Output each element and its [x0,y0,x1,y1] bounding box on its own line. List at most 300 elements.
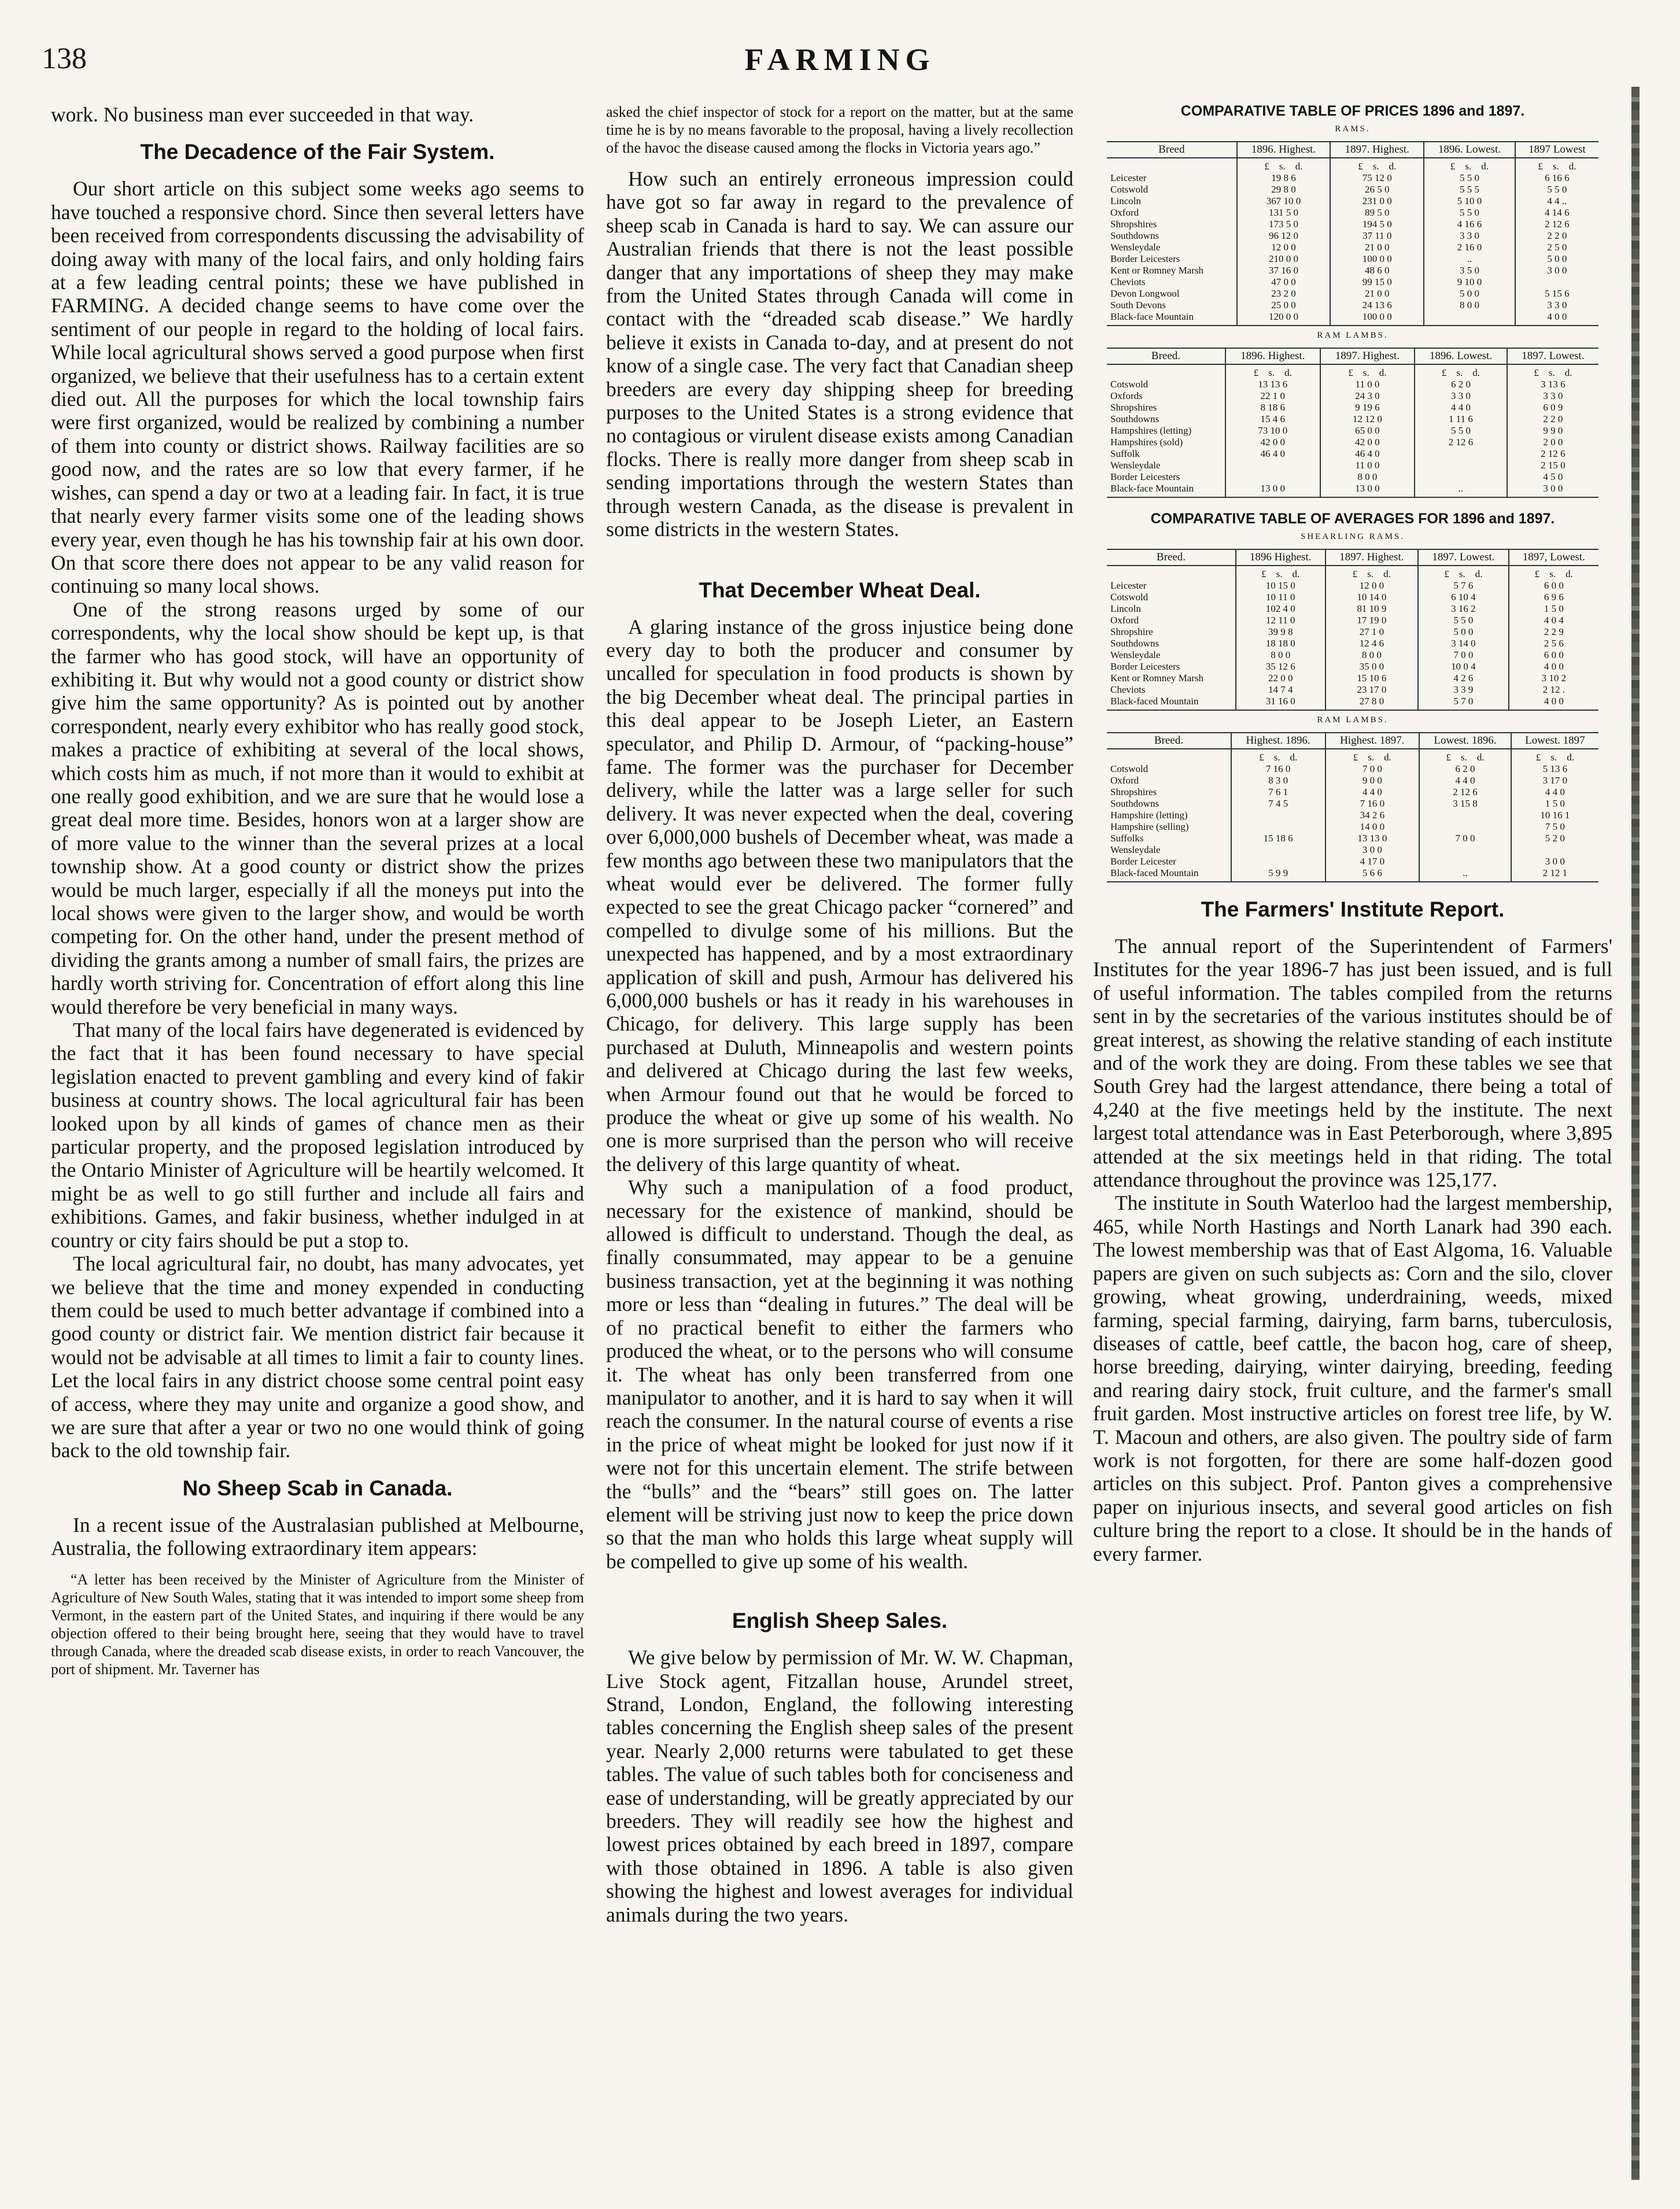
breed-cell: Lincoln [1110,195,1141,206]
price-cell: 7 0 0 [1419,833,1511,844]
price-cell: 48 6 0 [1330,265,1424,276]
price-cell: 99 15 0 [1330,276,1424,288]
table-row [1107,230,1598,242]
table-row [1107,696,1598,710]
price-cell: 26 5 0 [1330,184,1424,195]
price-cell: 12 11 0 [1236,615,1325,626]
price-cell: 2 12 6 [1515,219,1598,230]
breed-cell: Lincoln [1110,603,1141,614]
rams-table-block [1093,124,1612,326]
breed-cell: Border Leicester [1110,856,1176,867]
price-cell: 15 10 6 [1325,673,1419,684]
table-row [1107,288,1598,300]
price-cell: 75 12 0 [1330,172,1424,184]
price-cell [1415,448,1507,460]
unit-row [1107,566,1598,580]
price-cell: 2 12 . [1509,684,1598,696]
price-cell [1231,844,1325,856]
unit-label: £ [1450,161,1456,172]
price-cell: 4 0 0 [1515,311,1598,326]
price-cell: 6 9 6 [1509,592,1598,603]
table-row [1107,219,1598,230]
unit-row [1107,158,1598,172]
table-row [1107,786,1598,798]
breed-cell: Wensleydale [1110,844,1161,855]
price-cell: 5 5 0 [1418,615,1509,626]
price-cell: 2 2 0 [1507,413,1598,425]
price-cell [1415,460,1507,471]
table-row [1107,448,1598,460]
unit-cell [1415,364,1507,379]
price-cell: 81 10 9 [1325,603,1419,615]
paragraph-institute-1: The annual report of the Superintendent of Farmers' Institutes for the year 1896-7 has just been issued, and is full of useful information. The tables compiled from the returns sent in by the secretaries of the various institutes should be of great interest, as showing the relative standing of each institute and of the work they are doing. From these tables we see that South Grey had the largest attendance, there being a total of 4,240 at the five meetings held by the institute. The next largest total attendance was in East Peterborough, where 3,895 attended at the six meetings held in that riding. The total attendance throughout the province was 125,177. [1093,934,1612,1192]
breed-cell: Southdowns [1110,638,1160,649]
price-cell: 17 19 0 [1325,615,1419,626]
breed-cell: Black-faced Mountain [1107,696,1236,710]
breed-cell: Border Leicesters [1110,471,1180,482]
table-header-cell: 1897. Lowest. [1507,348,1598,364]
breed-cell: Oxford [1110,615,1139,626]
table-row [1107,844,1598,856]
unit-label: £ [1441,367,1447,378]
breed-cell: Suffolk [1110,448,1140,459]
unit-label: £ [1446,752,1451,763]
table-row [1107,437,1598,448]
table-row [1107,390,1598,402]
price-cell: 96 12 0 [1237,230,1331,242]
quoted-item-end: asked the chief inspector of stock for a report on the matter, but at the same time he is by no means favorable to the proposal, having a lively recollection of the havoc the disease caused among the flocks in Victoria years ago.” [606,104,1073,156]
breed-cell: Leicester [1110,172,1147,183]
price-cell: 3 3 0 [1415,390,1507,402]
price-cell: 2 5 6 [1509,638,1598,649]
table-subtitle: RAM LAMBS. [1317,715,1389,725]
price-cell: 3 5 0 [1424,265,1515,276]
unit-label: s. [1548,367,1555,378]
price-cell: 5 5 0 [1424,172,1515,184]
unit-cell-empty [1107,749,1231,763]
table-row [1107,253,1598,265]
table-header-cell: 1896. Highest. [1225,348,1320,364]
unit-cell [1236,566,1325,580]
breed-cell: Wensleydale [1110,649,1161,660]
unit-label: £ [1264,161,1269,172]
table-row [1107,810,1598,821]
table-row [1107,483,1598,497]
breed-cell: Cotswold [1110,763,1149,774]
price-cell: 3 0 0 [1507,483,1598,497]
unit-cell [1424,158,1515,172]
table-header-cell: 1896. Lowest. [1424,142,1515,158]
paragraph-scab-intro: In a recent issue of the Australasian published at Melbourne, Australia, the following extraordinary item appears: [51,1513,584,1560]
price-cell: .. [1419,867,1511,882]
price-cell: 4 17 0 [1325,856,1420,867]
breed-cell: Hampshire (letting) [1110,810,1188,821]
price-cell: 8 0 0 [1236,649,1325,661]
unit-cell [1231,749,1325,763]
table-row [1107,425,1598,437]
price-cell: 5 5 5 [1424,184,1515,195]
price-cell: 3 0 0 [1515,265,1598,276]
paragraph-scab-1: How such an entirely erroneous impression could have got so far away in regard to the prevalence of sheep scab in Canada is hard to say. We can assure our Australian friends that there is not the least possible danger that any importations of sheep they may make from the United States through Canada will come in contact with the “dreaded scab disease.” We hardly believe it exists in Canada to-day, and at present do not know of a single case. The very fact that Canadian sheep breeders are every day shipping sheep for breeding purposes to the United States is a strong evidence that no contagious or virulent disease exists among Canadian flocks. There is really more danger from sheep scab in sending importations through the western States than through western Canada, as the disease is prevalent in some districts in the western States. [606,167,1073,541]
price-cell [1419,810,1511,821]
price-cell: 19 8 6 [1237,172,1331,184]
price-cell: 39 9 8 [1236,626,1325,638]
price-cell: 12 4 6 [1325,638,1419,649]
breed-cell: Oxfords [1110,390,1143,401]
price-cell: .. [1415,483,1507,497]
breed-cell: Leicester [1110,580,1147,591]
price-cell: 25 0 0 [1237,300,1331,311]
table-subtitle: RAMS. [1335,124,1371,134]
price-cell: 8 0 0 [1325,649,1419,661]
unit-cell [1418,566,1509,580]
table-header-cell: 1897. Lowest. [1418,549,1509,566]
price-cell [1419,821,1511,833]
price-cell: 7 6 1 [1231,786,1325,798]
price-cell: 102 4 0 [1236,603,1325,615]
price-cell: 4 4 0 [1415,402,1507,413]
breed-cell: Oxford [1110,207,1139,218]
table-row [1107,460,1598,471]
breed-cell: Shropshires [1110,219,1157,230]
unit-label: d. [1284,367,1292,378]
price-cell: 3 13 6 [1507,379,1598,390]
paragraph-fair-4: The local agricultural fair, no doubt, has many advocates, yet we believe that the time and money expended in conducting them could be used to much better advantage if combined into a good county or district fair. We mention district fair because it would not be advisable at all times to limit a fair to county lines. Let the local fairs in any district choose some central point easy of access, where they may unite and organize a good show, and we are sure that after a year or two no one would think of going back to the old township fair. [51,1252,584,1462]
unit-label: s. [1368,752,1375,763]
price-cell: 5 7 0 [1418,696,1509,710]
table-row [1107,833,1598,844]
unit-label: £ [1259,752,1264,763]
table-row [1107,580,1598,592]
paragraph-institute-2: The institute in South Waterloo had the largest membership, 465, while North Hastings and North Lanark had 390 each. The lowest membership was that of East Algoma, 16. Valuable papers are given on such subjects as: Corn and the silo, clover growing, wheat growing, underdraining, weeds, mixed farming, special farming, dairying, farm barns, tuberculosis, diseases of cattle, beef cattle, the bacon hog, care of sheep, horse breeding, dairying, winter dairying, breeding, feeding and rearing dairy stock, fruit culture, and the farmer's small fruit garden. Most instructive articles on forest tree life, by W. T. Macoun and others, are also given. The poultry side of farm work is not forgotten, for there are some half-dozen good articles on this subject. Prof. Panton gives a comprehensive paper on injurious insects, and several good articles on fish culture bring the report to a close. It should be in the hands of every farmer. [1093,1191,1612,1565]
paragraph-fair-2: One of the strong reasons urged by some of our correspondents, why the local show should be kept up, is that the farmer who has good stock, will have an opportunity of exhibiting it. But why would not a good county or district show give him the same opportunity? As is pointed out by another correspondent, nearly every exhibitor who has really good stock, makes a practice of exhibiting at several of the local shows, which costs him as much, if not more than it would to exhibit at one really good exhibition, and we are sure that he would lose a great deal more time. Besides, honors won at a larger show are of more value to the winner than the several prizes at a local township show. At a good county or district show the prizes would be much larger, especially if all the moneys put into the local shows were given to the larger show, and would be worth competing for. On the other hand, under the present method of dividing the grants among a number of small fairs, the prizes are hardly worth striving for. Concentration of effort along this line would therefore be very beneficial in many ways. [51,597,584,1018]
price-cell: 2 2 0 [1515,230,1598,242]
paragraph-fair-3: That many of the local fairs have degenerated is evidenced by the fact that it has been found necessary to have special legislation enacted to prevent gambling and every kind of fakir business at country shows. The local agricultural fair has been looked upon by all kinds of games of chance men as their particular property, and the proposed legislation introduced by the Ontario Minister of Agriculture will be heartily welcomed. It might be as well to go still further and include all fairs and exhibitions. Games, and fakir business, whether indulged in at country or city fairs should be put a stop to. [51,1018,584,1252]
price-cell [1231,810,1325,821]
price-cell [1515,276,1598,288]
price-cell: 100 0 0 [1330,253,1424,265]
table-header-cell: Breed [1107,142,1237,158]
unit-label: £ [1353,752,1358,763]
table-row [1107,626,1598,638]
price-cell: 9 9 0 [1507,425,1598,437]
heading-wheat-deal: That December Wheat Deal. [699,578,981,602]
price-cell [1415,471,1507,483]
unit-label: d. [1564,367,1572,378]
price-cell: 10 11 0 [1236,592,1325,603]
breed-cell: Cotswold [1110,379,1149,390]
breed-cell: Black-face Mountain [1107,483,1225,497]
price-cell: 194 5 0 [1330,219,1424,230]
price-cell: 12 0 0 [1237,242,1331,253]
price-cell: 4 16 6 [1424,219,1515,230]
paragraph-sales-1: We give below by permission of Mr. W. W. Chapman, Live Stock agent, Fitzallan house, Arundel street, Strand, London, England, the following interesting tables concerning the English sheep sales of the present year. Nearly 2,000 returns were tabulated to get these tables. The value of such tables both for conciseness and ease of understanding, will be greatly appreciated by our breeders. They will readily see how the highest and lowest prices obtained by each breed in 1897, compare with those obtained in 1896. A table is also given showing the highest and lowest averages for individual animals during the two years. [606,1646,1073,1926]
table-header-cell: Breed. [1107,733,1231,749]
breed-cell: Kent or Romney Marsh [1110,673,1204,684]
price-cell: 12 12 0 [1320,413,1415,425]
unit-label: £ [1348,367,1353,378]
unit-label: d. [1389,161,1397,172]
price-cell: 27 8 0 [1325,696,1419,710]
table-row [1107,207,1598,219]
unit-label: s. [1372,161,1379,172]
breed-cell: Kent or Romney Marsh [1110,265,1204,276]
price-cell: 5 2 0 [1511,833,1598,844]
price-cell: 3 3 0 [1515,300,1598,311]
unit-label: £ [1253,367,1259,378]
price-cell: 24 13 6 [1330,300,1424,311]
unit-cell [1225,364,1320,379]
price-cell: 231 0 0 [1330,195,1424,207]
price-cell: 46 4 0 [1225,448,1320,460]
table-subtitle: RAM LAMBS. [1317,331,1389,340]
price-cell [1225,471,1320,483]
prices-table-title: COMPARATIVE TABLE OF PRICES 1896 and 1897. [1180,103,1525,119]
price-cell: 4 4 0 [1511,786,1598,798]
price-cell: 9 10 0 [1424,276,1515,288]
price-cell: 4 4 0 [1325,786,1420,798]
price-cell [1419,856,1511,867]
table-header-row [1107,733,1598,749]
table-header-cell: 1896. Highest. [1237,142,1331,158]
heading-institute-report: The Farmers' Institute Report. [1201,897,1505,921]
price-cell: 4 0 0 [1509,696,1598,710]
heading-sheep-scab: No Sheep Scab in Canada. [182,1476,453,1500]
unit-cell [1330,158,1424,172]
unit-label: s. [1552,161,1559,172]
unit-label: s. [1460,752,1467,763]
price-cell: 2 2 9 [1509,626,1598,638]
table-row [1107,592,1598,603]
unit-label: d. [1292,568,1300,579]
unit-label: s. [1456,367,1463,378]
price-cell: 3 14 0 [1418,638,1509,649]
unit-row [1107,749,1598,763]
heading-fair-system: The Decadence of the Fair System. [140,140,495,164]
price-cell: 24 3 0 [1320,390,1415,402]
price-cell [1511,844,1598,856]
price-cell: 21 0 0 [1330,242,1424,253]
price-cell [1419,844,1511,856]
price-cell: 8 3 0 [1231,775,1325,786]
table-header-cell: 1897. Highest. [1330,142,1424,158]
price-cell: 15 18 6 [1231,833,1325,844]
unit-row [1107,364,1598,379]
table-header-cell: 1897, Lowest. [1509,549,1598,566]
table-row [1107,775,1598,786]
table-header-cell: Lowest. 1897 [1511,733,1598,749]
table-row [1107,195,1598,207]
table-row [1107,265,1598,276]
unit-label: d. [1290,752,1298,763]
unit-cell [1509,566,1598,580]
price-cell: 5 6 6 [1325,867,1420,882]
unit-cell [1325,566,1419,580]
breed-cell: Border Leicesters [1110,661,1180,672]
breed-cell: Southdowns [1110,413,1160,424]
price-cell: 3 10 2 [1509,673,1598,684]
unit-cell [1320,364,1415,379]
price-cell: 47 0 0 [1237,276,1331,288]
unit-label: d. [1384,752,1391,763]
price-cell: 131 5 0 [1237,207,1331,219]
unit-label: £ [1352,568,1358,579]
table-row [1107,300,1598,311]
price-cell: 2 0 0 [1507,437,1598,448]
price-cell: 18 18 0 [1236,638,1325,649]
table-row [1107,856,1598,867]
table-row [1107,684,1598,696]
breed-cell: South Devons [1110,300,1166,311]
price-cell: 3 3 9 [1418,684,1509,696]
unit-cell [1237,158,1331,172]
column-3 [1093,103,1612,2173]
price-cell: 100 0 0 [1330,311,1424,326]
price-cell: 1 5 0 [1509,603,1598,615]
price-cell: 37 16 0 [1237,265,1331,276]
price-cell: 3 0 0 [1511,856,1598,867]
unit-label: d. [1295,161,1303,172]
quoted-item: “A letter has been received by the Minister of Agriculture from the Minister of Agriculture of New South Wales, stating that it was intended to import some sheep from Vermont, in the eastern part of the United States, and inquiring if there would be any objection offered to their being brought here, seeing that they would have to travel through Canada, where the dreaded scab disease exists, in order to reach Vancouver, the port of shipment. Mr. Taverner has [51,1571,584,1678]
price-cell: 3 16 2 [1418,603,1509,615]
price-cell: 29 8 0 [1237,184,1331,195]
price-cell [1225,460,1320,471]
table-row [1107,402,1598,413]
breed-cell: Wensleydale [1110,242,1161,253]
price-cell: 22 0 0 [1236,673,1325,684]
price-cell: 6 0 0 [1509,649,1598,661]
table-row [1107,276,1598,288]
price-cell: 7 5 0 [1511,821,1598,833]
price-cell: 14 7 4 [1236,684,1325,696]
price-cell: 3 0 0 [1325,844,1420,856]
paragraph-continued: work. No business man ever succeeded in that way. [51,103,474,126]
unit-label: s. [1279,161,1286,172]
unit-label: £ [1538,161,1543,172]
unit-label: £ [1535,752,1541,763]
unit-label: d. [1383,568,1391,579]
price-cell: 8 18 6 [1225,402,1320,413]
unit-label: £ [1534,367,1539,378]
price-cell: 4 0 0 [1509,661,1598,673]
price-cell [1231,821,1325,833]
price-cell: 5 9 9 [1231,867,1325,882]
table-row [1107,798,1598,810]
price-cell: 2 12 1 [1511,867,1598,882]
unit-label: £ [1358,161,1363,172]
running-title: FARMING [744,42,936,77]
breed-cell: Hampshire (selling) [1110,821,1189,832]
unit-label: s. [1367,568,1374,579]
averages-table-title: COMPARATIVE TABLE OF AVERAGES FOR 1896 and 1897. [1150,511,1555,527]
price-cell: 11 0 0 [1320,460,1415,471]
price-cell: 2 15 0 [1507,460,1598,471]
table-header-cell: Breed. [1107,348,1225,364]
price-table [1107,549,1598,711]
price-cell: 11 0 0 [1320,379,1415,390]
breed-cell: Black-faced Mountain [1107,867,1231,882]
unit-cell [1419,749,1511,763]
price-cell: 10 15 0 [1236,580,1325,592]
unit-label: s. [1465,161,1472,172]
table-header-cell: 1896. Lowest. [1415,348,1507,364]
price-cell: 42 0 0 [1225,437,1320,448]
binding-edge [1631,87,1640,2180]
price-cell: 2 12 6 [1415,437,1507,448]
price-cell: 7 0 0 [1325,763,1420,775]
heading-sheep-sales: English Sheep Sales. [732,1609,948,1633]
price-cell: 5 5 0 [1515,184,1598,195]
unit-label: d. [1472,367,1480,378]
unit-cell [1507,364,1598,379]
unit-label: d. [1567,752,1574,763]
price-cell: 5 10 0 [1424,195,1515,207]
price-cell: 3 3 0 [1424,230,1515,242]
unit-label: s. [1276,568,1283,579]
table-header-cell: 1897 Lowest [1515,142,1598,158]
price-cell: 10 14 0 [1325,592,1419,603]
table-row [1107,673,1598,684]
unit-cell-empty [1107,158,1237,172]
price-cell: 23 2 0 [1237,288,1331,300]
table-header-cell: 1897. Highest. [1325,549,1419,566]
breed-cell: Cotswold [1110,184,1149,195]
table-row [1107,615,1598,626]
page-number: 138 [42,42,87,75]
price-cell: 5 5 0 [1415,425,1507,437]
breed-cell: Oxford [1110,775,1139,786]
breed-cell: Hampshires (letting) [1110,425,1192,436]
table-row [1107,821,1598,833]
table-row [1107,471,1598,483]
price-cell: 35 12 6 [1236,661,1325,673]
price-cell: 4 2 6 [1418,673,1509,684]
price-cell: 34 2 6 [1325,810,1420,821]
unit-cell [1515,158,1598,172]
price-cell: 8 0 0 [1424,300,1515,311]
price-cell: 65 0 0 [1320,425,1415,437]
column-1 [51,103,584,2173]
price-cell: 4 4 0 [1419,775,1511,786]
price-cell: 13 13 0 [1325,833,1420,844]
price-table [1107,732,1598,882]
price-cell: 5 0 0 [1424,288,1515,300]
price-cell: 31 16 0 [1236,696,1325,710]
price-cell: 4 0 4 [1509,615,1598,626]
price-cell: 46 4 0 [1320,448,1415,460]
table-header-row [1107,142,1598,158]
unit-label: d. [1481,161,1489,172]
table-row [1107,242,1598,253]
breed-cell: Cotswold [1110,592,1149,603]
unit-label: s. [1268,367,1275,378]
price-cell: 22 1 0 [1225,390,1320,402]
price-cell: 35 0 0 [1325,661,1419,673]
price-cell: 2 16 0 [1424,242,1515,253]
price-cell: 7 4 5 [1231,798,1325,810]
price-cell [1231,856,1325,867]
table-header-cell: Highest. 1897. [1325,733,1420,749]
unit-label: s. [1550,752,1557,763]
column-2 [606,103,1073,2173]
paragraph-wheat-1: A glaring instance of the gross injustice being done every day to both the producer and consumer by uncalled for speculation in food products is shown by the big December wheat deal. The principal parties in this deal appear to be Joseph Lieter, an Eastern speculator, and Philip D. Armour, of “packing-house” fame. The former was the purchaser for December delivery, while the latter was a large seller for such delivery. It was never expected when the deal, covering over 6,000,000 bushels of December wheat, was made a few months ago between these two manipulators that the wheat would ever be delivered. The former fully expected to see the great Chicago packer “cornered” and compelled to divulge some of his millions. But the unexpected has happened, and by a most extraordinary application of skill and push, Armour has delivered his 6,000,000 bushels or has it ready in his warehouses in Chicago, for delivery. This large supply has been purchased at Duluth, Minneapolis and western points and delivered at Chicago during the last few weeks, when Armour found out that he would be forced to produce the wheat or give up some of his wealth. No one is more surprised than the person who will receive the delivery of this large quantity of wheat. [606,615,1073,1176]
price-table [1107,141,1598,326]
table-header-cell: 1896 Highest. [1236,549,1325,566]
price-cell: 173 5 0 [1237,219,1331,230]
breed-cell: Cheviots [1110,684,1146,695]
price-table [1107,348,1598,498]
breed-cell: Devon Longwool [1110,288,1180,299]
